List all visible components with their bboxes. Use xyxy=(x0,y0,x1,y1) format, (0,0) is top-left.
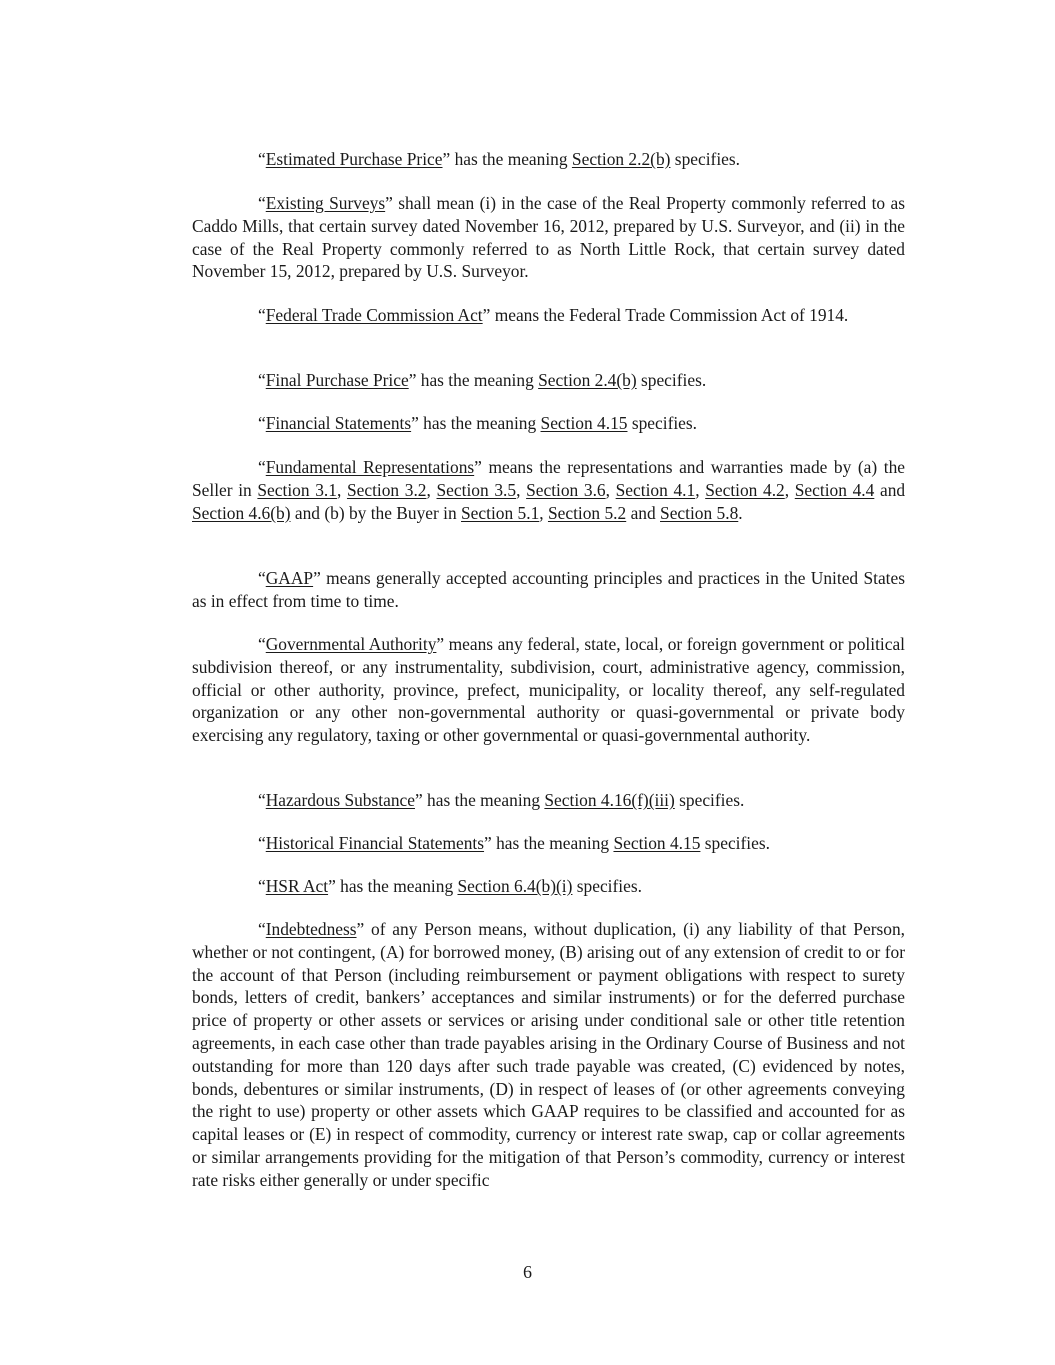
text-run: “ xyxy=(258,833,266,853)
underlined-term: Section 2.2(b) xyxy=(571,149,671,169)
underlined-term: Section 4.6(b) xyxy=(192,502,291,523)
underlined-term: Section 4.1 xyxy=(615,479,696,500)
definition-gaap xyxy=(192,567,905,613)
text-run: “ xyxy=(258,413,266,433)
text-run: , xyxy=(695,479,706,500)
text-run: ” has the meaning xyxy=(484,833,614,853)
text-run: “ xyxy=(258,149,266,169)
underlined-term: Section 5.8 xyxy=(660,502,739,523)
underlined-term: Final Purchase Price xyxy=(265,370,409,390)
underlined-term: Federal Trade Commission Act xyxy=(265,305,483,325)
underlined-term: Section 4.4 xyxy=(794,479,875,500)
text-run: ” shall mean (i) in the case of the Real Property commonly referred to as Caddo Mills, that certain survey dated November 16, 2012, prepared by U.S. Surveyor, and (ii) in the case of the Real Property commonly referred to as North Little Rock, that certain survey dated November 15, 2012, prepared by U.S. Surveyor. xyxy=(192,193,905,282)
text-run: and (b) by the Buyer in xyxy=(290,502,462,523)
underlined-term: Hazardous Substance xyxy=(265,790,415,810)
underlined-term: Fundamental Representations xyxy=(265,457,475,477)
text-run: “ xyxy=(258,634,266,654)
text-run: “ xyxy=(258,457,266,477)
definition-governmental-authority xyxy=(192,633,905,747)
underlined-term: Section 3.6 xyxy=(526,479,606,500)
definition-fundamental-representations xyxy=(192,456,905,524)
text-run: specifies. xyxy=(674,790,745,810)
page-number: 6 xyxy=(523,1262,532,1282)
text-run: , xyxy=(426,479,437,500)
underlined-term: GAAP xyxy=(265,568,314,588)
text-run: ” means the representations and warranties made by (a) the Seller in xyxy=(192,457,905,500)
text-run: , xyxy=(516,479,527,500)
underlined-term: Indebtedness xyxy=(265,919,357,939)
text-run: specifies. xyxy=(636,370,707,390)
text-run: ” means generally accepted accounting principles and practices in the United States as in effect from time to time. xyxy=(192,568,905,611)
underlined-term: Estimated Purchase Price xyxy=(265,149,443,169)
text-run: “ xyxy=(258,876,266,896)
underlined-term: Governmental Authority xyxy=(265,634,437,654)
text-run: . xyxy=(738,502,743,523)
text-run: ” means any federal, state, local, or foreign government or political subdivision thereof, or any instrumentality, subdivision, court, administrative agency, commission, official or other authority, province, prefect, municipality, or locality thereof, any self-regulated organization or any other non-governmental authority or quasi-governmental or private body exercising any regulatory, taxing or other governmental or quasi-governmental authority. xyxy=(192,634,906,746)
underlined-term: Financial Statements xyxy=(265,413,412,433)
underlined-term: Section 6.4(b)(i) xyxy=(457,876,573,896)
text-run: specifies. xyxy=(627,413,698,433)
underlined-term: Section 4.16(f)(iii) xyxy=(544,790,675,810)
underlined-term: Section 4.15 xyxy=(613,833,701,853)
text-run: ” has the meaning xyxy=(442,149,572,169)
text-run: and xyxy=(874,479,906,500)
underlined-term: Section 3.5 xyxy=(436,479,517,500)
text-run: “ xyxy=(258,790,266,810)
text-run: “ xyxy=(258,568,266,588)
text-run: ” means the Federal Trade Commission Act of 1914. xyxy=(482,305,849,325)
definition-hsr-act xyxy=(192,875,905,898)
definition-hazardous-substance xyxy=(192,789,905,812)
text-run: specifies. xyxy=(700,833,770,853)
text-run: “ xyxy=(258,370,266,390)
text-run: “ xyxy=(258,919,266,939)
text-run: , xyxy=(539,502,548,523)
underlined-term: Section 2.4(b) xyxy=(538,370,637,390)
definition-existing-surveys xyxy=(192,192,905,283)
text-run: , xyxy=(336,479,347,500)
underlined-term: Section 5.2 xyxy=(547,502,627,523)
definition-indebtedness xyxy=(192,918,905,1192)
underlined-term: Section 4.2 xyxy=(705,479,785,500)
underlined-term: Section 3.2 xyxy=(346,479,427,500)
text-run: ” has the meaning xyxy=(414,790,545,810)
definition-estimated-purchase-price xyxy=(192,148,905,171)
text-run: ” of any Person means, without duplication, (i) any liability of that Person, whether or not contingent, (A) for borrowed money, (B) arising out of any extension of credit to or for the account of that Person (including reimbursement or payment obligations with respect to surety bonds, letters of credit, bankers’ acceptances and similar instruments) or for the deferred purchase price of property or other assets or services or arising under conditional sale or other title retention agreements, in each case other than trade payables arising in the Ordinary Course of Business and not outstanding for more than 120 days after such trade payable was created, (C) evidenced by notes, bonds, debentures or similar instruments, (D) in respect of leases of (or other agreements conveying the right to use) property or other assets which GAAP requires to be classified and accounted for as capital leases or (E) in respect of commodity, currency or interest rate swap, cap or collar agreements or similar arrangements providing for the mitigation of that Person’s commodity, currency or interest rate risks either generally or under specific xyxy=(192,919,905,1190)
text-run: ” has the meaning xyxy=(408,370,539,390)
definition-federal-trade-commission-act xyxy=(192,304,905,327)
text-run: and xyxy=(626,502,661,523)
text-run: ” has the meaning xyxy=(328,876,458,896)
text-run: , xyxy=(605,479,616,500)
underlined-term: Historical Financial Statements xyxy=(265,833,485,853)
text-run: specifies. xyxy=(670,149,740,169)
underlined-term: Section 4.15 xyxy=(540,413,628,433)
underlined-term: HSR Act xyxy=(265,876,329,896)
underlined-term: Existing Surveys xyxy=(265,193,386,213)
text-run: , xyxy=(784,479,795,500)
definition-historical-financial-statements xyxy=(192,832,905,855)
definition-final-purchase-price xyxy=(192,369,905,392)
text-run: “ xyxy=(258,305,266,325)
text-run: ” has the meaning xyxy=(411,413,541,433)
underlined-term: Section 3.1 xyxy=(257,479,337,500)
underlined-term: Section 5.1 xyxy=(461,502,540,523)
text-run: specifies. xyxy=(572,876,642,896)
text-run: “ xyxy=(258,193,266,213)
definition-financial-statements xyxy=(192,412,905,435)
